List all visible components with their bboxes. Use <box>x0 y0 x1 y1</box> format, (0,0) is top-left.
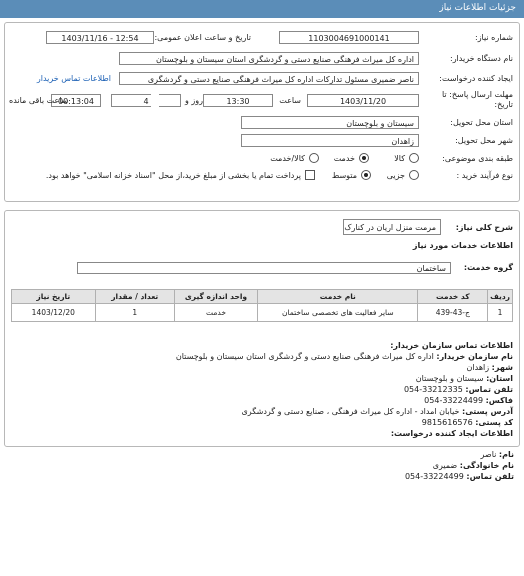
col-header-qty: تعداد / مقدار <box>95 290 174 304</box>
fax-row <box>424 396 513 405</box>
cell-code: ج-43-439 <box>418 304 488 322</box>
phone-value: 054-33212335 <box>403 385 463 394</box>
need-info-panel <box>4 22 520 202</box>
table-header-row <box>12 290 513 304</box>
process-medium-radio[interactable] <box>361 170 371 180</box>
city-label: شهر: <box>491 363 513 372</box>
treasury-payment-checkbox[interactable] <box>305 170 315 180</box>
need-details-panel <box>4 210 520 447</box>
creator-contact-header: اطلاعات ایجاد کننده درخواست: <box>390 429 513 438</box>
col-header-row: ردیف <box>488 290 513 304</box>
delivery-province-label: استان محل تحویل: <box>450 118 513 127</box>
category-goods-service-label: کالا/خدمت <box>270 154 305 163</box>
category-service-label: خدمت <box>333 154 355 163</box>
org-name-row <box>176 352 513 361</box>
remaining-time-label: ساعت باقی مانده <box>9 96 69 105</box>
deadline-time-label: ساعت <box>279 96 301 105</box>
remaining-days-field: 4 <box>111 94 181 107</box>
category-goods-service-radio[interactable] <box>309 153 319 163</box>
org-name-label: نام سازمان خریدار: <box>436 352 513 361</box>
services-table <box>11 289 513 322</box>
remaining-days-label: روز و <box>185 96 203 105</box>
fax-label: فاکس: <box>485 396 513 405</box>
city-row <box>467 363 513 372</box>
remaining-time-field: 00:13:04 <box>51 94 101 107</box>
process-minor-label: جزیی <box>386 171 405 180</box>
creator-phone-row <box>405 472 514 481</box>
deadline-date-label: تاریخ: <box>494 100 513 109</box>
summary-label: شرح کلی نیاز: <box>455 223 513 232</box>
deadline-date-field: 1403/11/20 <box>307 94 419 107</box>
need-number-label: شماره نیاز: <box>475 33 513 42</box>
delivery-province-field: سیستان و بلوچستان <box>241 116 419 129</box>
announce-field: 1403/11/16 - 12:54 <box>46 31 154 44</box>
need-number-field: 1103004691000141 <box>279 31 419 44</box>
province-label: استان: <box>486 374 513 383</box>
last-name-row <box>433 461 514 470</box>
first-name-label: نام: <box>498 450 514 459</box>
org-contact-header: اطلاعات تماس سازمان خریدار: <box>390 341 513 350</box>
province-row <box>416 374 513 383</box>
service-group-field: ساختمان <box>77 262 451 274</box>
col-header-code: کد خدمت <box>418 290 488 304</box>
category-service-radio[interactable] <box>359 153 369 163</box>
process-label: نوع فرآیند خرید : <box>456 171 513 180</box>
creator-phone-value: 054-33224499 <box>404 472 464 481</box>
creator-field: ناصر ضمیری مسئول تدارکات اداره کل میراث فرهنگی صنایع دستی و گردشگری <box>119 72 419 85</box>
delivery-city-label: شهر محل تحویل: <box>455 136 513 145</box>
service-group-label: گروه خدمت: <box>463 263 513 272</box>
page-titlebar: جزئیات اطلاعات نیاز <box>0 0 524 18</box>
buyer-contact-link[interactable]: اطلاعات تماس خریدار <box>36 74 111 83</box>
buyer-org-label: نام دستگاه خریدار: <box>450 54 513 63</box>
cell-name: سایر فعالیت های تخصصی ساختمان <box>258 304 418 322</box>
first-name-row <box>481 450 515 459</box>
postal-value: 9815616576 <box>421 418 473 427</box>
deadline-time-field: 13:30 <box>203 94 273 107</box>
creator-phone-label: تلفن تماس: <box>466 472 514 481</box>
delivery-city-field: زاهدان <box>241 134 419 147</box>
postal-row <box>422 418 513 427</box>
summary-field: مرمت منزل اریان در کنارک <box>343 219 441 235</box>
city-value: زاهدان <box>466 363 490 372</box>
province-value: سیستان و بلوچستان <box>415 374 484 383</box>
org-name-value: اداره کل میراث فرهنگی صنایع دستی و گردشگری استان سیستان و بلوچستان <box>175 352 434 361</box>
table-row <box>12 304 513 322</box>
cell-qty: 1 <box>95 304 174 322</box>
address-row <box>242 407 513 416</box>
phone-label: تلفن تماس: <box>465 385 513 394</box>
cell-date: 1403/12/20 <box>12 304 96 322</box>
address-value: خیابان امداد - اداره کل میراث فرهنگی ، صنایع دستی و گردشگری <box>241 407 460 416</box>
buyer-org-field: اداره کل میراث فرهنگی صنایع دستی و گردشگری استان سیستان و بلوچستان <box>119 52 419 65</box>
col-header-name: نام خدمت <box>258 290 418 304</box>
col-header-unit: واحد اندازه گیری <box>174 290 257 304</box>
announce-label: تاریخ و ساعت اعلان عمومی: <box>154 33 251 42</box>
address-label: آدرس پستی: <box>462 407 513 416</box>
category-label: طبقه بندی موضوعی: <box>442 154 513 163</box>
category-goods-radio[interactable] <box>409 153 419 163</box>
cell-unit: خدمت <box>174 304 257 322</box>
fax-value: 054-33224499 <box>424 396 484 405</box>
postal-label: کد پستی: <box>475 418 513 427</box>
category-goods-label: کالا <box>394 154 405 163</box>
first-name-value: ناصر <box>480 450 497 459</box>
services-header: اطلاعات خدمات مورد نیاز <box>412 241 513 250</box>
col-header-date: تاریخ نیاز <box>12 290 96 304</box>
deadline-label: مهلت ارسال پاسخ: تا <box>441 90 513 99</box>
treasury-payment-note: پرداخت تمام یا بخشی از مبلغ خرید،از محل "اسناد خزانه اسلامی" خواهد بود. <box>45 171 301 180</box>
process-minor-radio[interactable] <box>409 170 419 180</box>
creator-label: ایجاد کننده درخواست: <box>439 74 513 83</box>
last-name-label: نام خانوادگی: <box>459 461 514 470</box>
last-name-value: ضمیری <box>432 461 458 470</box>
phone-row <box>404 385 513 394</box>
cell-row: 1 <box>488 304 513 322</box>
process-medium-label: متوسط <box>331 171 357 180</box>
